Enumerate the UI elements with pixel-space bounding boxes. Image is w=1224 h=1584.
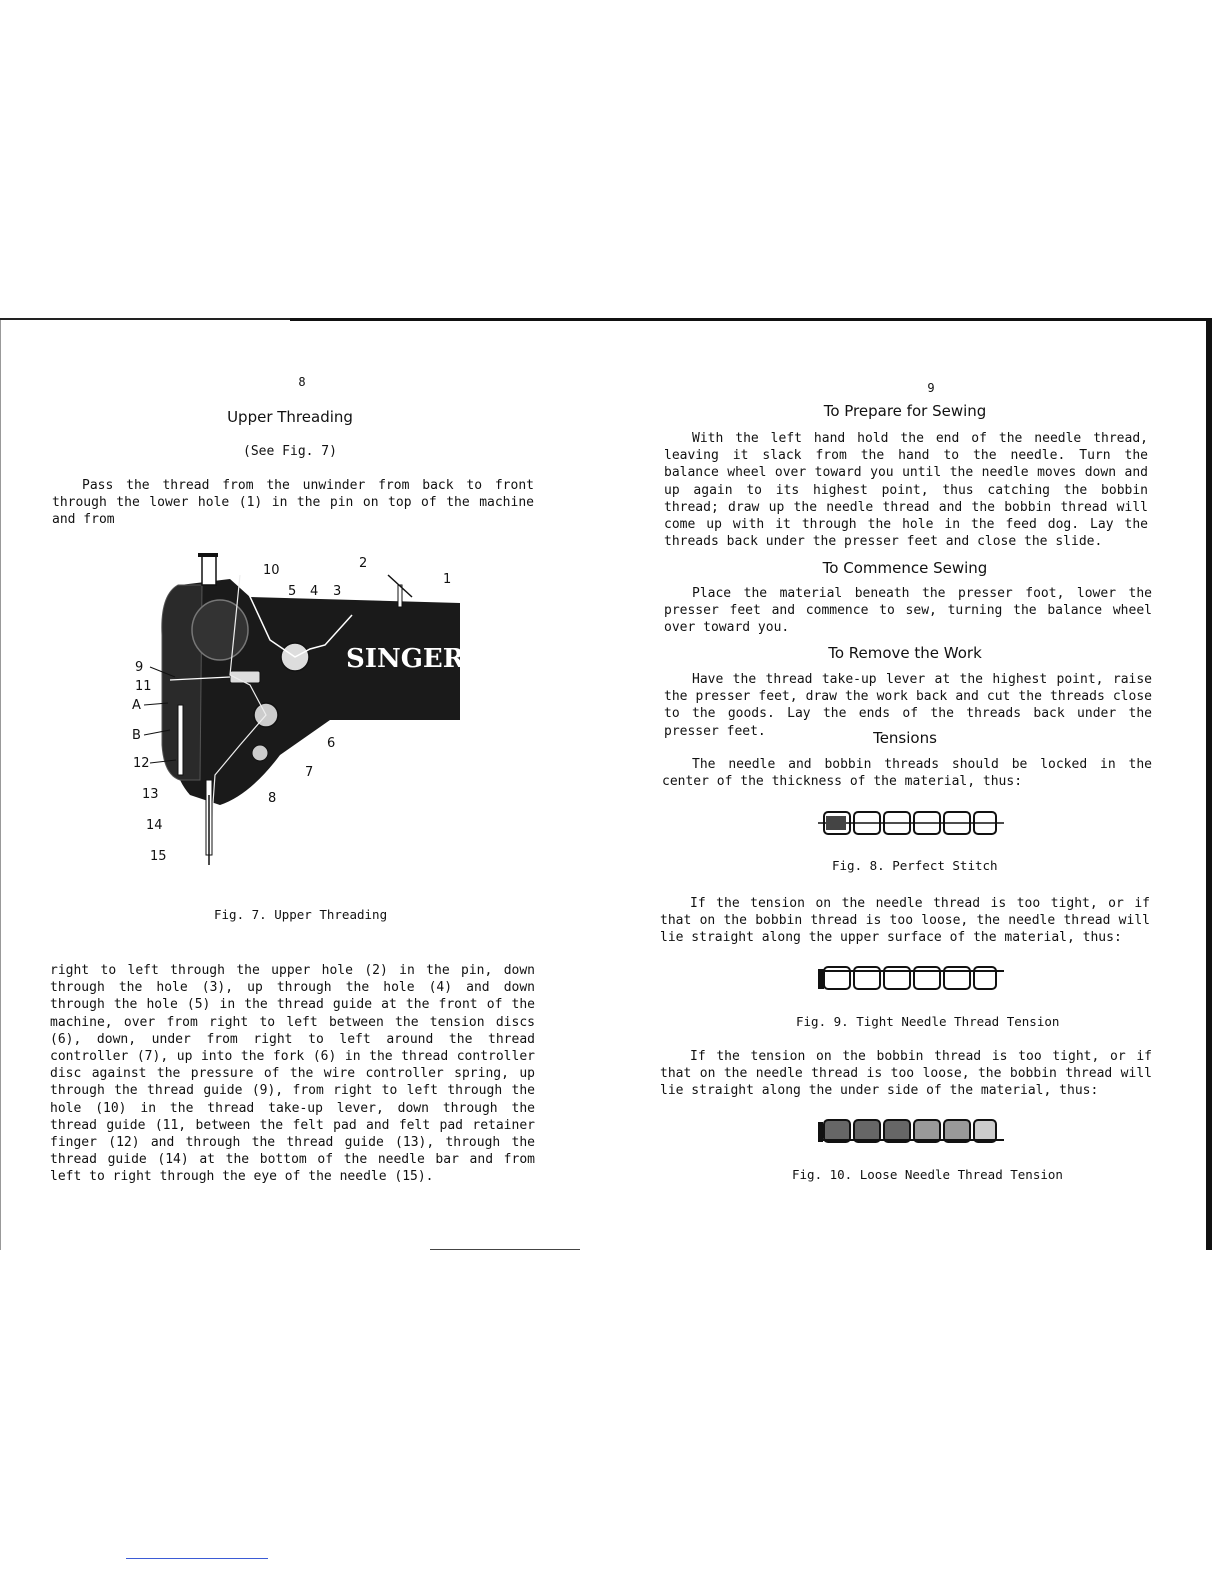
page-bottom-rule bbox=[430, 1249, 580, 1250]
fig8-caption: Fig. 8. Perfect Stitch bbox=[832, 858, 998, 873]
tensions-title: Tensions bbox=[873, 729, 937, 747]
callout-11: 11 bbox=[135, 679, 152, 694]
threading-continuation bbox=[50, 962, 535, 1186]
fig9-caption: Fig. 9. Tight Needle Thread Tension bbox=[796, 1014, 1060, 1029]
callout-8: 8 bbox=[268, 791, 277, 806]
bottom-link-line bbox=[126, 1558, 268, 1559]
prepare-sewing-title: To Prepare for Sewing bbox=[823, 402, 987, 420]
remove-work-text: Have the thread take-up lever at the highest point, raise the presser feet, draw the work back and cut the threads close to the goods. Lay the ends of the threads back under the presser feet. bbox=[664, 672, 1152, 739]
callout-1: 1 bbox=[443, 572, 452, 587]
page-top-rule-thick bbox=[290, 318, 1212, 321]
callout-2: 2 bbox=[359, 556, 368, 571]
tensions-text: The needle and bobbin threads should be locked in the center of the thickness of the material, thus: bbox=[662, 757, 1152, 790]
tight-tension-section bbox=[660, 895, 1150, 947]
callout-B: B bbox=[132, 728, 141, 743]
commence-sewing-text: Place the material beneath the presser foot, lower the presser feet and commence to sew, turning the balance wheel over toward you. bbox=[664, 586, 1152, 636]
callout-10: 10 bbox=[263, 563, 280, 578]
callout-3: 3 bbox=[333, 584, 342, 599]
callout-9: 9 bbox=[135, 660, 144, 675]
callout-A: A bbox=[132, 698, 141, 713]
threading-intro-text: Pass the thread from the unwinder from back to front through the lower hole (1) in the pin on top of the machine and from bbox=[52, 478, 534, 528]
loose-tension-figure bbox=[818, 1116, 1004, 1148]
upper-threading-title: Upper Threading bbox=[227, 408, 353, 426]
callout-5: 5 bbox=[288, 584, 297, 599]
tight-tension-figure bbox=[818, 963, 1004, 993]
callout-7: 7 bbox=[305, 765, 314, 780]
threading-intro bbox=[52, 477, 534, 529]
machine-brand-label: SINGER bbox=[346, 644, 465, 674]
loose-tension-section bbox=[660, 1048, 1152, 1100]
page-edge-right bbox=[1206, 318, 1212, 1250]
fig10-caption: Fig. 10. Loose Needle Thread Tension bbox=[792, 1167, 1063, 1182]
commence-sewing-title: To Commence Sewing bbox=[822, 559, 988, 577]
callout-4: 4 bbox=[310, 584, 319, 599]
commence-sewing-section bbox=[664, 585, 1152, 637]
see-fig-note: (See Fig. 7) bbox=[243, 444, 337, 459]
prepare-sewing-section bbox=[664, 430, 1148, 550]
perfect-stitch-figure bbox=[818, 808, 1004, 838]
tight-tension-text: If the tension on the needle thread is too tight, or if that on the bobbin thread is too loose, the needle thread will lie straight along the upper surface of the material, thus: bbox=[660, 896, 1150, 946]
page-number-right: 9 bbox=[927, 381, 935, 395]
callout-6: 6 bbox=[327, 736, 336, 751]
threading-continuation-text: right to left through the upper hole (2) in the pin, down through the hole (3), up through the hole (4) and down through the hole (5) in the thread guide at the front of the machine, over from right to left between the tension discs (6), down, under from right to left around the thread controller (7), up into the fork (6) in the thread controller disc against the pressure of the wire controller spring, up through the thread guide (9), from right to left through the hole (10) in the thread take-up lever, down through the thread guide (11, between the felt pad and felt pad retainer finger (12) and through the thread guide (13), through the thread guide (14) at the bottom of the needle bar and from left to right through the eye of the needle (15). bbox=[50, 963, 535, 1185]
prepare-sewing-text: With the left hand hold the end of the needle thread, leaving it slack from the hand to the needle. Turn the balance wheel over toward you until the needle moves down and up again to its highest point, thus catching the bobbin thread; draw up the needle thread and the bobbin thread will come up with it through the hole in the feed dog. Lay the threads back under the presser feet and close the slide. bbox=[664, 431, 1148, 550]
callout-14: 14 bbox=[146, 818, 163, 833]
remove-work-title: To Remove the Work bbox=[828, 644, 982, 662]
callout-13: 13 bbox=[142, 787, 159, 802]
callout-12: 12 bbox=[133, 756, 150, 771]
page-edge-left bbox=[0, 318, 1, 1250]
tensions-section bbox=[662, 756, 1152, 790]
upper-threading-figure bbox=[130, 545, 470, 875]
callout-15: 15 bbox=[150, 849, 167, 864]
page-number-left: 8 bbox=[298, 375, 306, 389]
fig7-caption: Fig. 7. Upper Threading bbox=[214, 907, 388, 922]
loose-tension-text: If the tension on the bobbin thread is too tight, or if that on the needle thread is too loose, the bobbin thread will lie straight along the under side of the material, thus: bbox=[660, 1049, 1152, 1099]
